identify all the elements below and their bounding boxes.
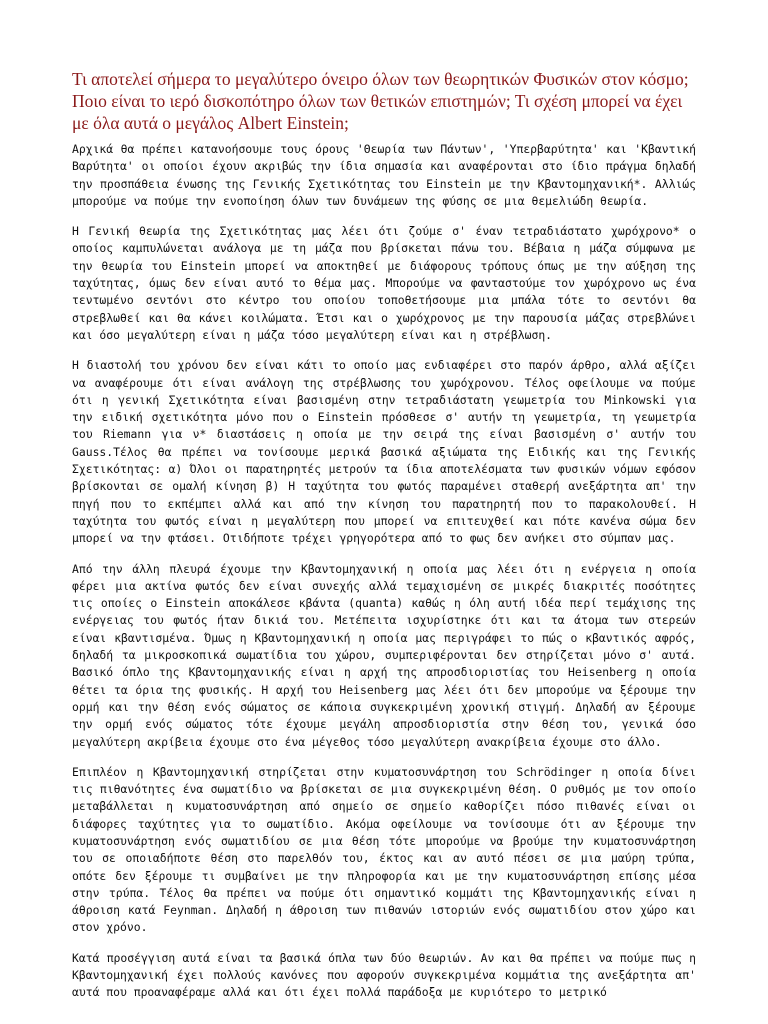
article-title: Τι αποτελεί σήμερα το μεγαλύτερο όνειρο όλων των θεωρητικών Φυσικών στον κόσμο; Ποιο είναι το ιερό δισκοπότηρο όλων των θετικών επιστημών; Τι σχέση μπορεί να έχει με όλα αυτά ο μεγάλος Albert Einstein; (72, 69, 689, 133)
paragraph-quantum-mechanics: Από την άλλη πλευρά έχουμε την Κβαντομηχανική η οποία μας λέει ότι η ενέργεια η οποία φέρει μια ακτίνα φωτός δεν είναι συνεχής αλλά τεμαχισμένη σε μικρές διακριτές ποσότητες τις οποίες ο Einstein αποκάλεσε κβάντα (quanta) καθώς η όλη αυτή ιδέα περί τεμάχισης της ενέργειας του φωτός ήταν δικιά του. Μετέπειτα ισχυρίστηκε ότι και τα άτομα των στερεών είναι κβαντισμένα. Όμως η Κβαντομηχανική η οποία μας περιγράφει το πώς ο κβαντικός αφρός, δηλαδή τα μικροσκοπικά σωματίδια του χώρου, συμπεριφέρονται δεν στηρίζεται μόνο σ' αυτά. Βασικό όπλο της Κβαντομηχανικής είναι η αρχή της απροσδιοριστίας του Heisenberg η οποία θέτει τα όρια της φυσικής. Η αρχή του Heisenberg μας λέει ότι δεν μπορούμε να ξέρουμε την ορμή και την θέση ενός σώματος σε κάποια συγκεκριμένη χρονική στιγμή. Δηλαδή αν ξέρουμε την ορμή ενός σώματος τότε έχουμε μεγάλη απροσδιοριστία στην θέση του, γενικά όσο μεγαλύτερη ακρίβεια έχουμε στο ένα μέγεθος τόσο μεγαλύτερη ανακρίβεια έχουμε στο άλλο. (72, 561, 696, 749)
paragraph-intro: Αρχικά θα πρέπει κατανοήσουμε τους όρους 'Θεωρία των Πάντων', 'Υπερβαρύτητα' και 'Κβαντική Βαρύτητα' οι οποίοι έχουν ακριβώς την ίδια σημασία και αναφέρονται στο ίδιο πράγμα δηλαδή την προσπάθεια ένωσης της Γενικής Σχετικότητας του Einstein με την Κβαντομηχανική*. Αλλιώς μπορούμε να πούμε την ενοποίηση όλων των δυνάμεων της φύσης σε μια θεμελιώδη θεωρία. (72, 142, 696, 208)
paragraph-wavefunction: Επιπλέον η Κβαντομηχανική στηρίζεται στην κυματοσυνάρτηση του Schrödinger η οποία δίνει τις πιθανότητες ένα σωματίδιο να βρίσκεται σε μια συγκεκριμένη θέση. Ο ρυθμός με τον οποίο μεταβάλλεται η κυματοσυνάρτηση από σημείο σε σημείο καθορίζει πόσο πιθανές είναι οι διάφορες ταχύτητες για το σωματίδιο. Ακόμα οφείλουμε να τονίσουμε ότι αν ξέρουμε την κυματοσυνάρτηση ενός σωματιδίου σε μια θέση τότε μπορούμε να βρούμε την κυματοσυνάρτηση του σε οποιαδήποτε θέση στο παρελθόν του, έκτος και αν αυτό πέσει σε μια μαύρη τρύπα, οπότε δεν ξέρουμε τι συμβαίνει με την πληροφορία και με την κυματοσυνάρτηση επίσης μέσα στην τρύπα. Τέλος θα πρέπει να πούμε ότι σημαντικό κομμάτι της Κβαντομηχανικής είναι η άθροιση κατά Feynman. Δηλαδή η άθροιση των πιθανών ιστοριών ενός σωματιδίου στον χώρο και στον χρόνο. (72, 764, 696, 935)
paragraph-general-relativity: Η Γενική θεωρία της Σχετικότητας μας λέει ότι ζούμε σ' έναν τετραδιάστατο χωρόχρονο* ο οποίος καμπυλώνεται ανάλογα με τη μάζα που βρίσκεται πάνω του. Βέβαια η μάζα σύμφωνα με την θεωρία του Einstein μπορεί να αποκτηθεί με διάφορους τρόπους όπως με την αύξηση της ταχύτητας, όμως δεν είναι αυτό το θέμα μας. Μπορούμε να φανταστούμε τον χωρόχρονο ως ένα τεντωμένο σεντόνι στο κέντρο του οποίου τοποθετήσουμε μια μπάλα τότε το σεντόνι θα στρεβλωθεί και θα κάνει κοιλώματα. Έτσι και ο χωρόχρονος με την παρουσία μάζας στρεβλώνει και όσο μεγαλύτερη είναι η μάζα τόσο μεγαλύτερη είναι και η στρέβλωση. (72, 224, 696, 342)
paragraph-time-dilation: Η διαστολή του χρόνου δεν είναι κάτι το οποίο μας ενδιαφέρει στο παρόν άρθρο, αλλά αξίζει να αναφέρουμε ότι είναι ανάλογη της στρέβλωσης του χωρόχρονου. Τέλος οφείλουμε να πούμε ότι η γενική Σχετικότητα είναι βασισμένη στην τετραδιάστατη γεωμετρία του Minkowski για την ειδική σχετικότητα μόνο που ο Einstein πρόσθεσε σ' αυτήν τη γεωμετρία, τη γεωμετρία του Riemann για ν* διαστάσεις η οποία με την σειρά της είναι βασισμένη σ' αυτήν του Gauss.Τέλος θα πρέπει να τονίσουμε μερικά βασικά αξιώματα της Ειδικής και της Γενικής Σχετικότητας: α) Όλοι οι παρατηρητές μετρούν τα ίδια αποτελέσματα των φυσικών νόμων εφόσον βρίσκονται σε ομαλή κίνηση β) Η ταχύτητα του φωτός παραμένει σταθερή ανεξάρτητα απ' την πηγή που το εκπέμπει αλλά και από την κίνηση του παρατηρητή που το παρακολουθεί. Η ταχύτητα του φωτός είναι η μεγαλύτερη που μπορεί να επιτευχθεί και πότε κανένα σώμα δεν μπορεί να την φτάσει. Οτιδήποτε τρέχει γρηγορότερα από το φως δεν ανήκει στο σύμπαν μας. (72, 358, 696, 546)
paragraph-conclusion: Κατά προσέγγιση αυτά είναι τα βασικά όπλα των δύο θεωριών. Αν και θα πρέπει να πούμε πως η Κβαντομηχανική έχει πολλούς κανόνες που αφορούν συγκεκριμένα κομμάτια της ανεξάρτητα απ' αυτά που προαναφέραμε αλλά και ότι έχει πολλά παράδοξα με κυριότερο το μετρικό (72, 950, 696, 1000)
